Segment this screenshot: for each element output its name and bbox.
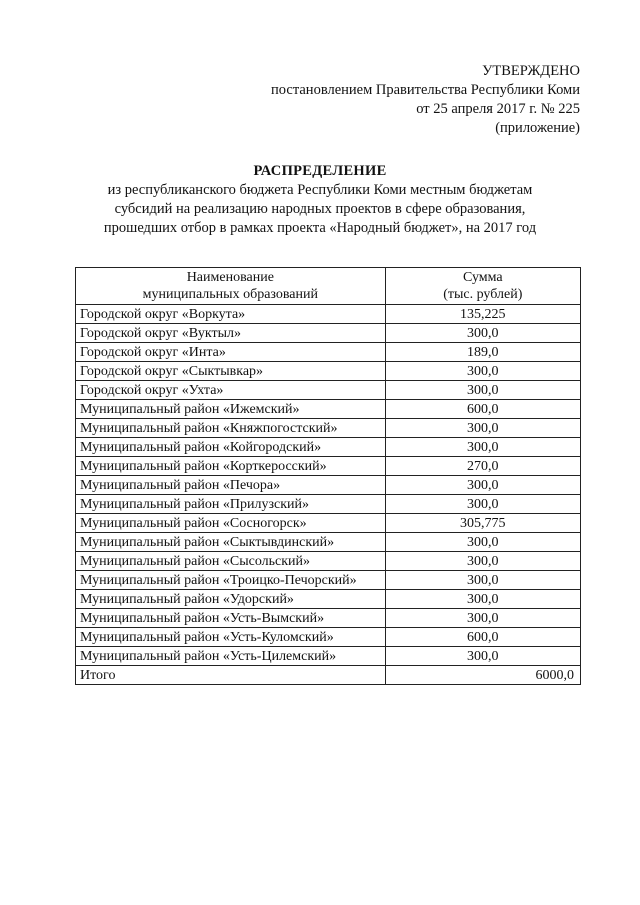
- table-row: [76, 381, 581, 400]
- municipality-name: Муниципальный район «Сысольский»: [76, 552, 386, 571]
- municipality-name: Муниципальный район «Усть-Цилемский»: [76, 647, 386, 666]
- municipality-name: Муниципальный район «Ижемский»: [76, 400, 386, 419]
- table-row: [76, 419, 581, 438]
- subsidy-sum: 300,0: [385, 609, 580, 628]
- table-row: [76, 647, 581, 666]
- subsidy-sum: 300,0: [385, 495, 580, 514]
- subsidy-sum: 270,0: [385, 457, 580, 476]
- table-header-row: [76, 268, 581, 305]
- subsidy-sum: 300,0: [385, 324, 580, 343]
- subsidy-sum: 600,0: [385, 400, 580, 419]
- table-row: [76, 324, 581, 343]
- subsidy-sum: 300,0: [385, 590, 580, 609]
- table-row: [76, 305, 581, 324]
- title-line-2: субсидий на реализацию народных проектов в сфере образования,: [114, 201, 526, 217]
- municipality-name: Муниципальный район «Печора»: [76, 476, 386, 495]
- title-line-3: прошедших отбор в рамках проекта «Народный бюджет», на 2017 год: [103, 220, 537, 236]
- header-name-line-2: муниципальных образований: [142, 287, 318, 302]
- table-row: [76, 628, 581, 647]
- approval-appendix: (приложение): [495, 120, 580, 136]
- municipality-name: Муниципальный район «Удорский»: [76, 590, 386, 609]
- subsidy-sum: 300,0: [385, 533, 580, 552]
- municipality-name: Городской округ «Воркута»: [76, 305, 386, 324]
- approval-date: от 25 апреля 2017 г. № 225: [416, 101, 580, 117]
- subsidy-sum: 300,0: [385, 571, 580, 590]
- table-row: [76, 438, 581, 457]
- total-sum: 6000,0: [385, 666, 580, 685]
- approval-decree: постановлением Правительства Республики Коми: [271, 82, 580, 98]
- subsidy-sum: 600,0: [385, 628, 580, 647]
- municipality-name: Городской округ «Сыктывкар»: [76, 362, 386, 381]
- municipality-name: Городской округ «Вуктыл»: [76, 324, 386, 343]
- table-row: [76, 343, 581, 362]
- header-sum-line-1: Сумма: [462, 270, 503, 285]
- subsidy-sum: 305,775: [385, 514, 580, 533]
- table-row: [76, 590, 581, 609]
- municipality-name: Муниципальный район «Троицко-Печорский»: [76, 571, 386, 590]
- table-row: [76, 400, 581, 419]
- municipality-name: Муниципальный район «Усть-Куломский»: [76, 628, 386, 647]
- subsidy-sum: 135,225: [385, 305, 580, 324]
- title-line-1: из республиканского бюджета Республики Коми местным бюджетам: [107, 182, 533, 198]
- total-row: [76, 666, 581, 685]
- table-row: [76, 609, 581, 628]
- table-row: [76, 362, 581, 381]
- table-row: [76, 514, 581, 533]
- table-row: [76, 533, 581, 552]
- table-row: [76, 495, 581, 514]
- municipality-name: Муниципальный район «Усть-Вымский»: [76, 609, 386, 628]
- subsidy-sum: 300,0: [385, 381, 580, 400]
- municipality-name: Муниципальный район «Сосногорск»: [76, 514, 386, 533]
- subsidy-sum: 300,0: [385, 438, 580, 457]
- distribution-table: [75, 267, 581, 685]
- header-name-line-1: Наименование: [186, 270, 274, 285]
- municipality-name: Городской округ «Инта»: [76, 343, 386, 362]
- subsidy-sum: 189,0: [385, 343, 580, 362]
- subsidy-sum: 300,0: [385, 552, 580, 571]
- approval-stamp: УТВЕРЖДЕНО: [482, 63, 580, 79]
- municipality-name: Городской округ «Ухта»: [76, 381, 386, 400]
- header-sum-line-2: (тыс. рублей): [443, 287, 523, 302]
- title-heading: РАСПРЕДЕЛЕНИЕ: [253, 163, 387, 179]
- approval-block: [271, 62, 580, 138]
- municipality-name: Муниципальный район «Корткеросский»: [76, 457, 386, 476]
- subsidy-sum: 300,0: [385, 647, 580, 666]
- table-row: [76, 457, 581, 476]
- total-label: Итого: [76, 666, 386, 685]
- document-title: [0, 162, 640, 238]
- municipality-name: Муниципальный район «Княжпогостский»: [76, 419, 386, 438]
- subsidy-sum: 300,0: [385, 419, 580, 438]
- municipality-name: Муниципальный район «Прилузский»: [76, 495, 386, 514]
- table-row: [76, 552, 581, 571]
- table-body: [76, 305, 581, 685]
- municipality-name: Муниципальный район «Сыктывдинский»: [76, 533, 386, 552]
- municipality-name: Муниципальный район «Койгородский»: [76, 438, 386, 457]
- table-row: [76, 571, 581, 590]
- subsidy-sum: 300,0: [385, 362, 580, 381]
- header-name: [76, 268, 386, 305]
- table-row: [76, 476, 581, 495]
- header-sum: [385, 268, 580, 305]
- subsidy-sum: 300,0: [385, 476, 580, 495]
